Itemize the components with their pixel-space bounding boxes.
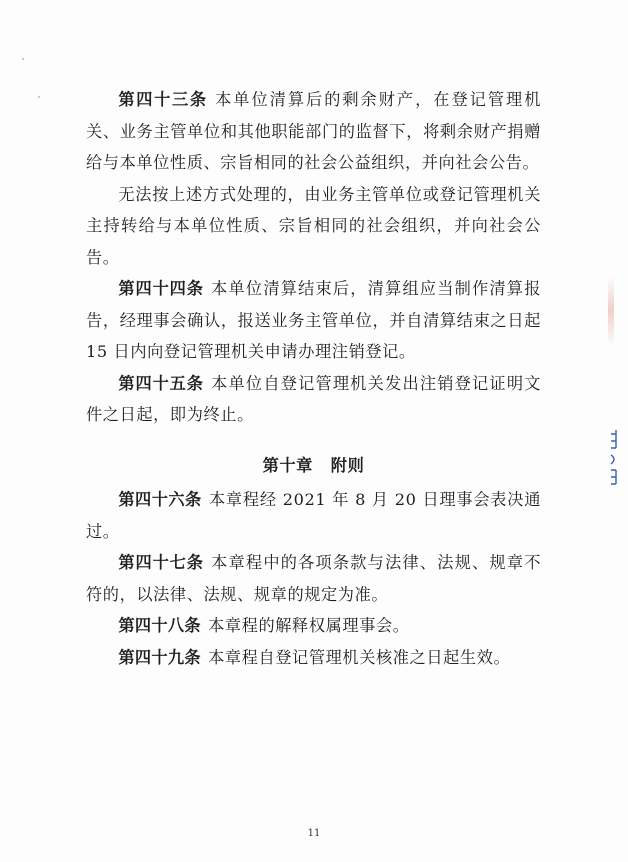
article-heading: 第四十七条 [118,553,204,572]
article-heading: 第四十八条 [118,616,201,635]
article-text: 本章程经 2021 年 8 月 20 日理事会表决通过。 [86,490,541,541]
article-47 [86,547,541,610]
article-48 [86,610,541,642]
article-text: 本单位清算结束后，清算组应当制作清算报告，经理事会确认，报送业务主管单位，并自清算结束之日起 15 日内向登记管理机关申请办理注销登记。 [86,279,541,361]
scan-speck [38,96,40,98]
article-heading: 第四十四条 [118,279,204,298]
binding-stamp-fragment [607,428,619,486]
article-46 [86,484,541,547]
article-heading: 第四十九条 [118,647,201,667]
article-heading: 第四十六条 [118,490,202,509]
article-text: 本章程中的各项条款与法律、法规、规章不符的，以法律、法规、规章的规定为准。 [86,553,541,604]
scan-speck [22,58,24,60]
article-text: 本章程自登记管理机关核准之日起生效。 [208,647,511,667]
article-heading: 第四十三条 [118,90,208,109]
scan-edge-stain [608,276,614,346]
article-45 [86,368,541,431]
article-text: 本章程的解释权属理事会。 [208,616,410,635]
chapter-heading [86,450,541,482]
chapter-title: 附则 [330,455,365,475]
article-44 [86,273,541,368]
article-text: 无法按上述方式处理的，由业务主管单位或登记管理机关主持转给与本单位性质、宗旨相同的社会组织，并向社会公告。 [86,184,541,267]
article-43 [86,84,541,179]
article-49 [86,642,541,674]
article-43-paragraph-2 [86,179,541,274]
article-text: 本单位清算后的剩余财产，在登记管理机关、业务主管单位和其他职能部门的监督下，将剩余财产捐赠给与本单位性质、宗旨相同的社会公益组织，并向社会公告。 [86,90,541,172]
article-text: 本单位自登记管理机关发出注销登记证明文件之日起，即为终止。 [86,373,541,424]
page-number: 11 [307,828,321,839]
chapter-number: 第十章 [262,455,313,475]
article-heading: 第四十五条 [118,373,204,393]
document-body [86,84,541,673]
